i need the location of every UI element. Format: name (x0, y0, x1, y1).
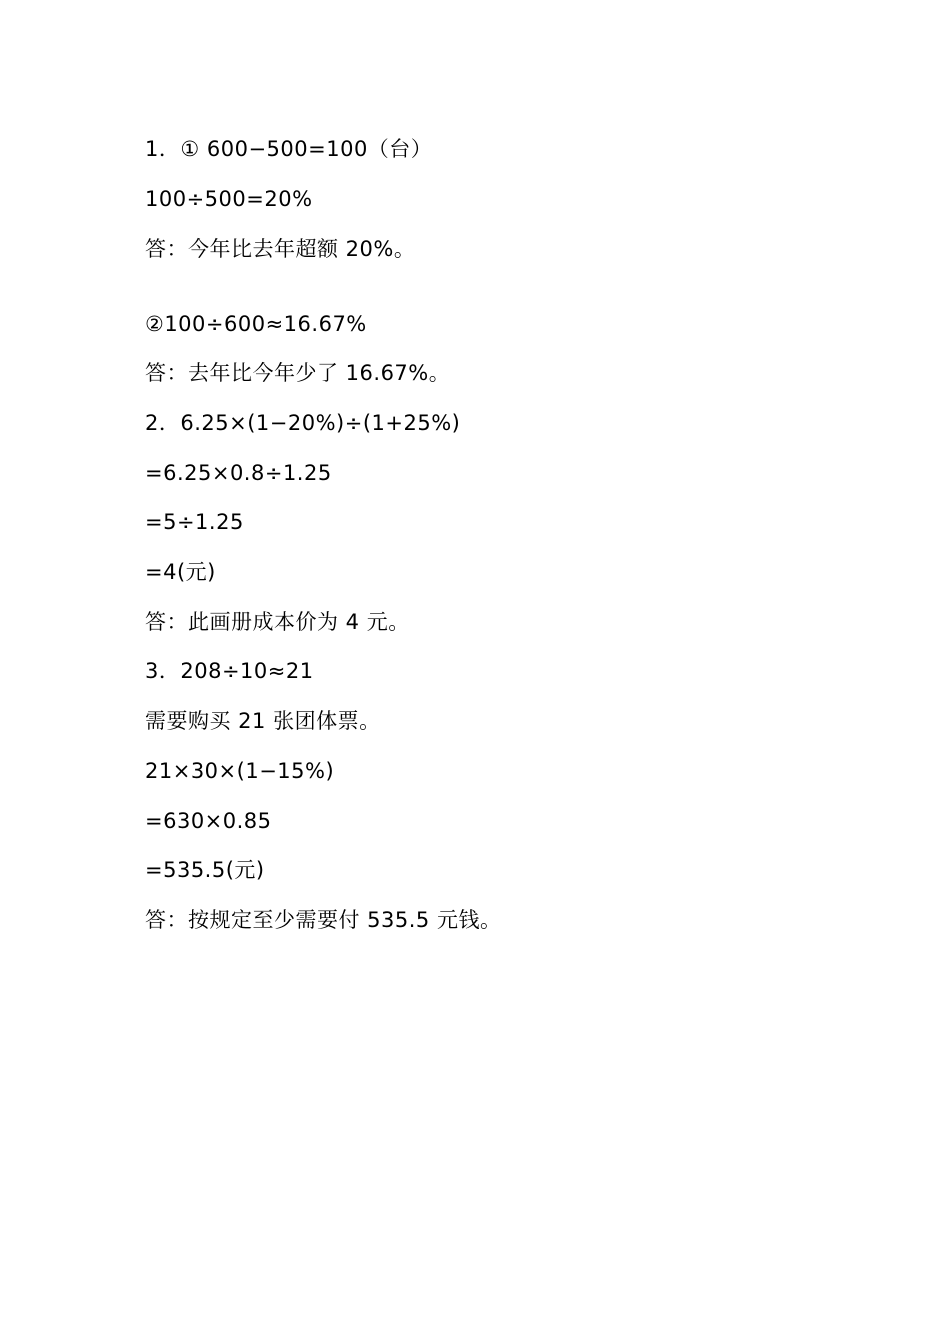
q1-step1: 1．① 600−500=100（台） (145, 137, 433, 161)
q1-step3: ②100÷600≈16.67% (145, 312, 367, 336)
q3-step4: =630×0.85 (145, 809, 272, 833)
q1-answer2: 答：去年比今年少了 16.67%。 (145, 361, 451, 385)
q3-step2: 需要购买 21 张团体票。 (145, 709, 381, 733)
q2-answer: 答：此画册成本价为 4 元。 (145, 610, 410, 634)
q1-step2: 100÷500=20% (145, 187, 313, 211)
q2-step3: =5÷1.25 (145, 510, 244, 534)
q2-step1: 2．6.25×(1−20%)÷(1+25%) (145, 411, 461, 435)
q2-step4: =4(元) (145, 560, 216, 584)
q3-step5: =535.5(元) (145, 858, 265, 882)
q2-step2: =6.25×0.8÷1.25 (145, 461, 332, 485)
q3-step3: 21×30×(1−15%) (145, 759, 335, 783)
q1-answer1: 答：今年比去年超额 20%。 (145, 237, 416, 261)
q3-step1: 3．208÷10≈21 (145, 659, 314, 683)
q3-answer: 答：按规定至少需要付 535.5 元钱。 (145, 908, 502, 932)
